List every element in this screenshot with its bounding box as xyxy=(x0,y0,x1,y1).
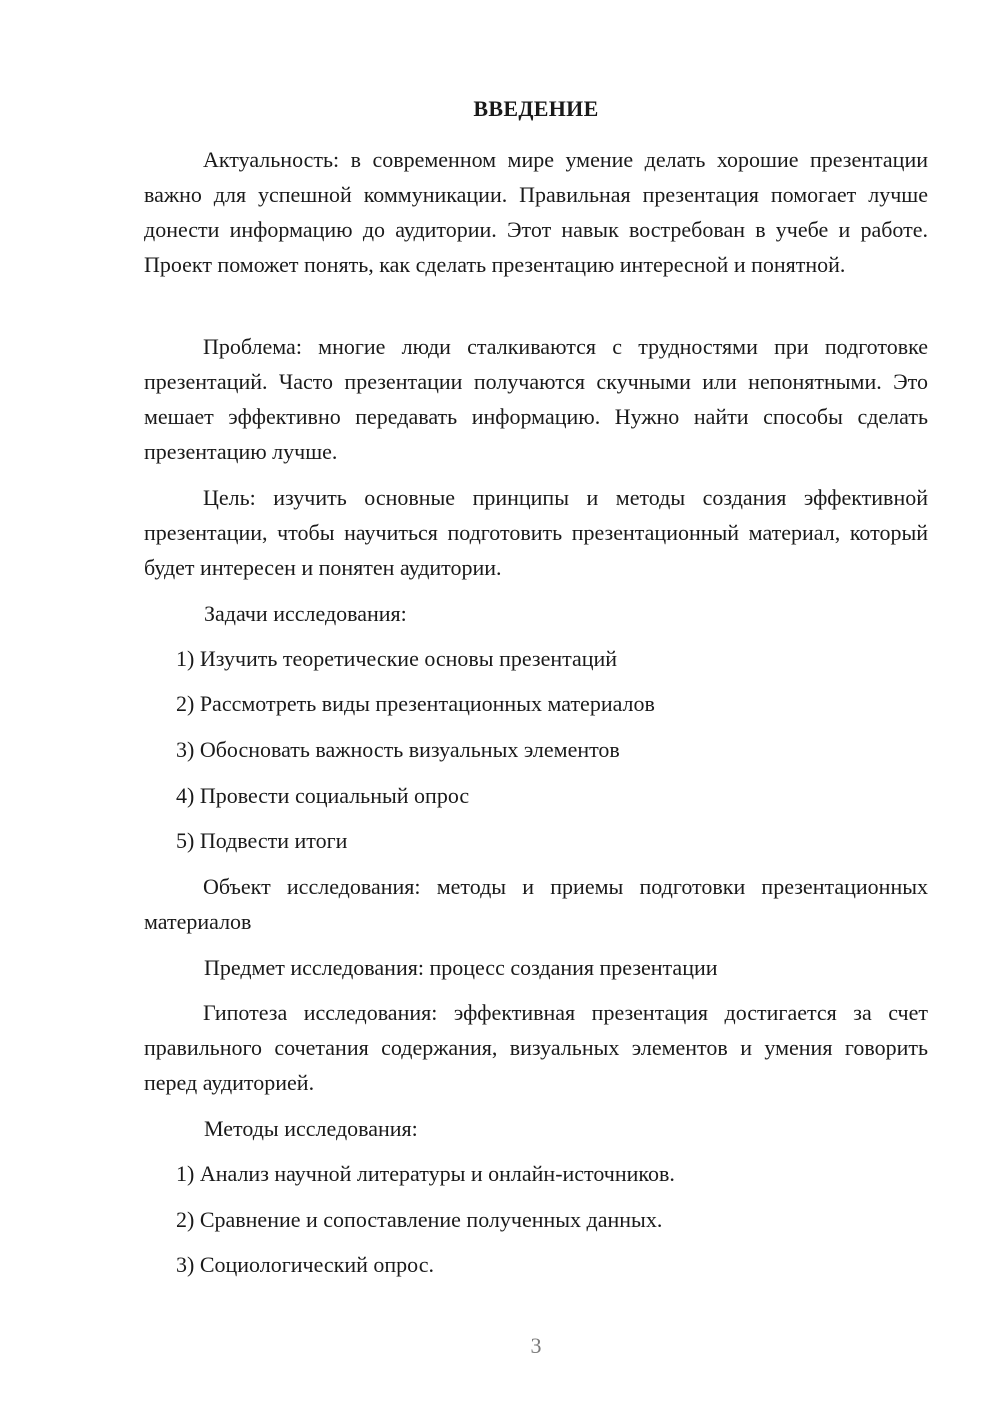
methods-heading: Методы исследования: xyxy=(204,1116,418,1141)
goal-paragraph: Цель: изучить основные принципы и методы создания эффективной презентации, чтобы научиться подготовить презентационный материал, который будет интересен и понятен аудитории. xyxy=(144,485,928,580)
relevance-paragraph: Актуальность: в современном мире умение делать хорошие презентации важно для успешной коммуникации. Правильная презентация помогает лучше донести информацию до аудитории. Этот навык востребован в учебе и работе. Проект поможет понять, как сделать презентацию интересной и понятной. xyxy=(144,147,928,277)
task-item-1: 1) Изучить теоретические основы презентаций xyxy=(176,646,618,671)
page-title: ВВЕДЕНИЕ xyxy=(473,96,599,121)
task-item-5: 5) Подвести итоги xyxy=(176,828,348,853)
method-item-3: 3) Социологический опрос. xyxy=(176,1252,434,1277)
page-number: 3 xyxy=(530,1333,542,1358)
task-item-4: 4) Провести социальный опрос xyxy=(176,783,470,808)
method-item-1: 1) Анализ научной литературы и онлайн-источников. xyxy=(176,1161,675,1186)
task-item-2: 2) Рассмотреть виды презентационных материалов xyxy=(176,691,655,716)
object-paragraph: Объект исследования: методы и приемы подготовки презентационных материалов xyxy=(144,874,928,934)
tasks-heading: Задачи исследования: xyxy=(204,601,407,626)
problem-paragraph: Проблема: многие люди сталкиваются с трудностями при подготовке презентаций. Часто презентации получаются скучными или непонятными. Это мешает эффективно передавать информацию. Нужно найти способы сделать презентацию лучше. xyxy=(144,334,928,464)
method-item-2: 2) Сравнение и сопоставление полученных данных. xyxy=(176,1207,663,1232)
hypothesis-paragraph: Гипотеза исследования: эффективная презентация достигается за счет правильного сочетания содержания, визуальных элементов и умения говорить перед аудиторией. xyxy=(144,1000,928,1095)
subject-paragraph: Предмет исследования: процесс создания презентации xyxy=(204,955,718,980)
task-item-3: 3) Обосновать важность визуальных элементов xyxy=(176,737,620,762)
